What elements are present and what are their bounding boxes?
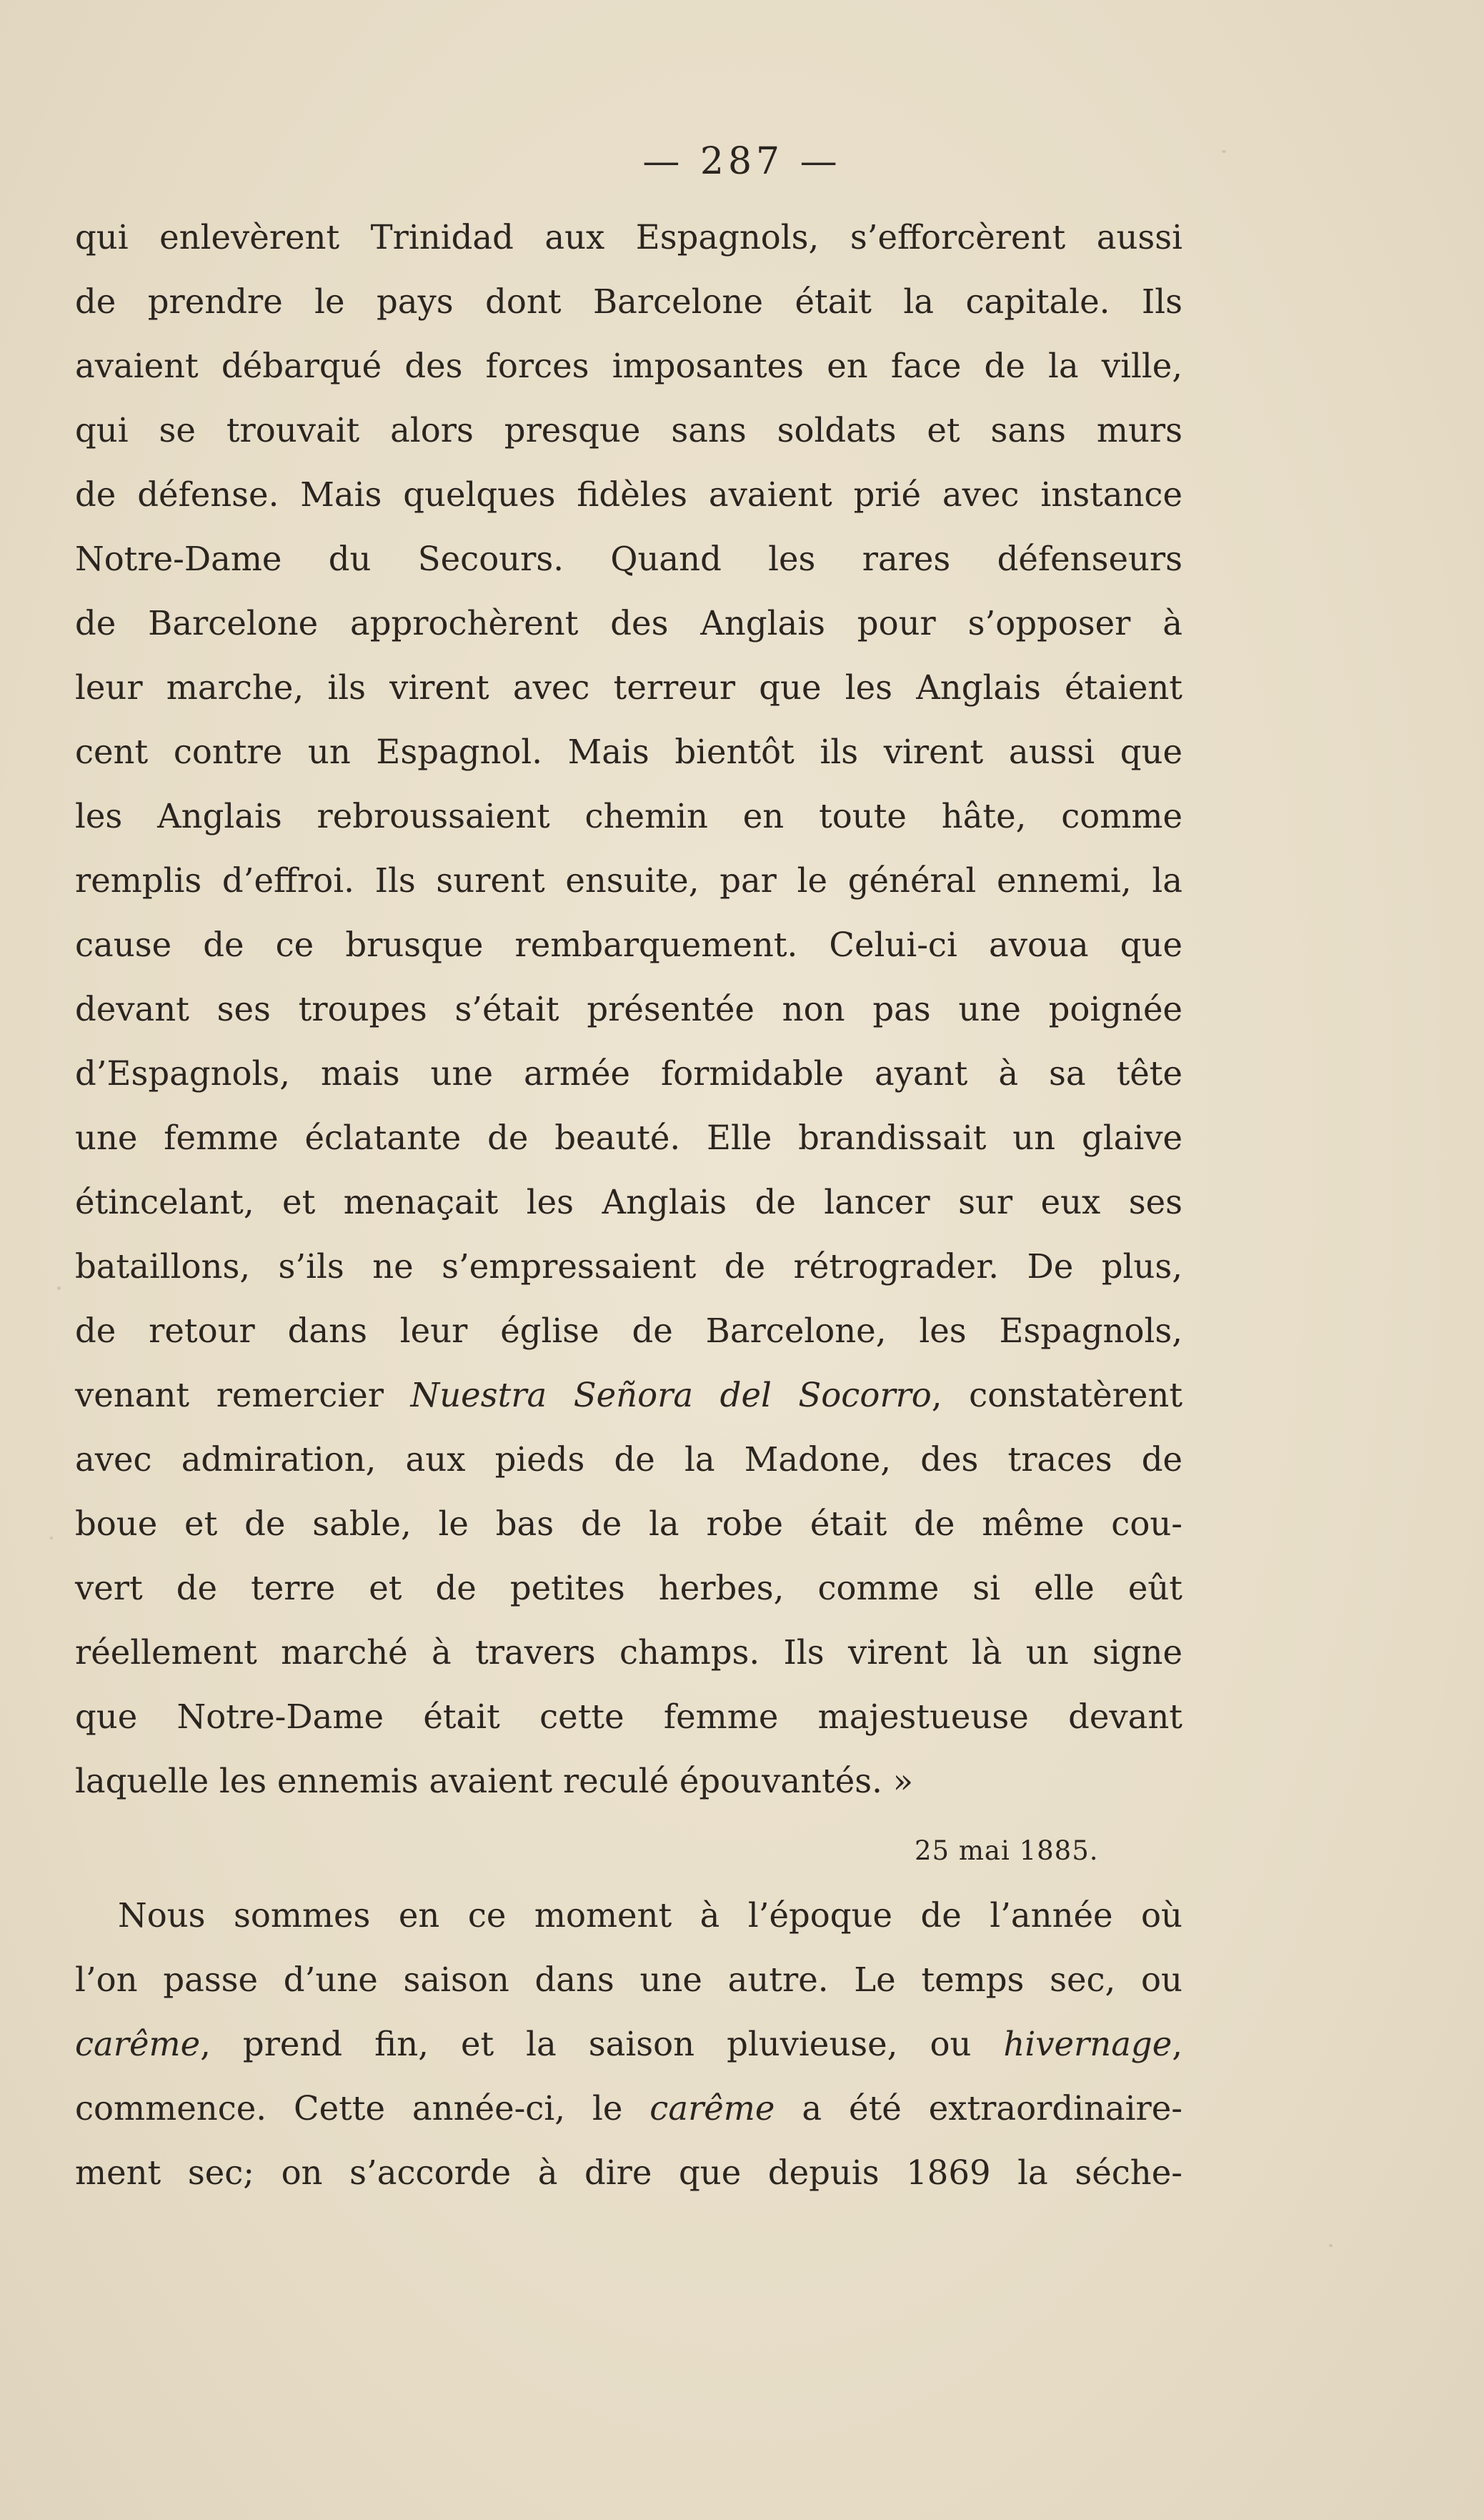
text-fragment: venant remercier xyxy=(75,1376,411,1414)
text-line: avec admiration, aux pieds de la Madone, des traces de xyxy=(75,1440,1182,1479)
text-line: ment sec; on s’accorde à dire que depuis 1869 la séche- xyxy=(75,2153,1182,2192)
text-line: réellement marché à travers champs. Ils virent là un signe xyxy=(75,1633,1182,1672)
text-line: cent contre un Espagnol. Mais bientôt ils virent aussi que xyxy=(75,733,1182,771)
paragraph-1 xyxy=(75,205,1182,1813)
text-line: étincelant, et menaçait les Anglais de lancer sur eux ses xyxy=(75,1183,1182,1221)
text-line: cause de ce brusque rembarquement. Celui-ci avoua que xyxy=(75,926,1182,964)
text-line: avaient débarqué des forces imposantes en face de la ville, xyxy=(75,347,1182,385)
text-line: Notre-Dame du Secours. Quand les rares défenseurs xyxy=(75,540,1182,578)
text-line: qui enlevèrent Trinidad aux Espagnols, s’efforcèrent aussi xyxy=(75,218,1182,257)
text-fragment: , xyxy=(1172,2025,1182,2063)
text-line: de prendre le pays dont Barcelone était la capitale. Ils xyxy=(75,282,1182,321)
text-fragment: a été extraordinaire- xyxy=(775,2089,1182,2128)
text-line-with-italic xyxy=(75,2076,1182,2140)
text-line-with-italic xyxy=(75,1363,1182,1427)
text-line: bataillons, s’ils ne s’empressaient de rétrograder. De plus, xyxy=(75,1247,1182,1286)
paragraph-2 xyxy=(75,1883,1182,2205)
page-number: — 287 — xyxy=(642,140,842,183)
text-line: qui se trouvait alors presque sans soldats et sans murs xyxy=(75,411,1182,450)
paper-speck xyxy=(50,1537,53,1539)
text-line: de défense. Mais quelques fidèles avaient prié avec instance xyxy=(75,475,1182,514)
text-fragment: commence. Cette année-ci, le xyxy=(75,2089,650,2128)
text-line: Nous sommes en ce moment à l’époque de l’année où xyxy=(118,1896,1182,1935)
text-line: de Barcelone approchèrent des Anglais pour s’opposer à xyxy=(75,604,1182,643)
italic-term: carême xyxy=(649,2089,775,2128)
paper-speck xyxy=(1222,150,1226,153)
text-line: leur marche, ils virent avec terreur que les Anglais étaient xyxy=(75,668,1182,707)
italic-title: Nuestra Señora del Socorro xyxy=(410,1376,932,1414)
paper-speck xyxy=(57,1286,61,1290)
text-line-with-italic xyxy=(75,2012,1182,2076)
italic-term: hivernage xyxy=(1003,2025,1172,2063)
text-line: que Notre-Dame était cette femme majestueuse devant xyxy=(75,1697,1182,1736)
text-fragment: , constatèrent xyxy=(931,1376,1183,1414)
text-line: l’on passe d’une saison dans une autre. Le temps sec, ou xyxy=(75,1960,1182,1999)
text-fragment: , prend fin, et la saison pluvieuse, ou xyxy=(200,2025,1004,2063)
italic-term: carême xyxy=(75,2025,201,2063)
paper-speck xyxy=(1329,2244,1333,2247)
text-line: d’Espagnols, mais une armée formidable ayant à sa tête xyxy=(75,1054,1182,1093)
text-line: remplis d’effroi. Ils surent ensuite, par le général ennemi, la xyxy=(75,861,1182,900)
text-line: devant ses troupes s’était présentée non pas une poignée xyxy=(75,990,1182,1028)
text-line: vert de terre et de petites herbes, comme si elle eût xyxy=(75,1569,1182,1607)
text-line: laquelle les ennemis avaient reculé épouvantés. » xyxy=(75,1762,914,1800)
text-line: les Anglais rebroussaient chemin en toute hâte, comme xyxy=(75,797,1182,835)
entry-date: 25 mai 1885. xyxy=(915,1835,1099,1866)
text-line: une femme éclatante de beauté. Elle brandissait un glaive xyxy=(75,1118,1182,1157)
text-line: de retour dans leur église de Barcelone, les Espagnols, xyxy=(75,1311,1182,1350)
text-line: boue et de sable, le bas de la robe était de même cou- xyxy=(75,1504,1182,1543)
